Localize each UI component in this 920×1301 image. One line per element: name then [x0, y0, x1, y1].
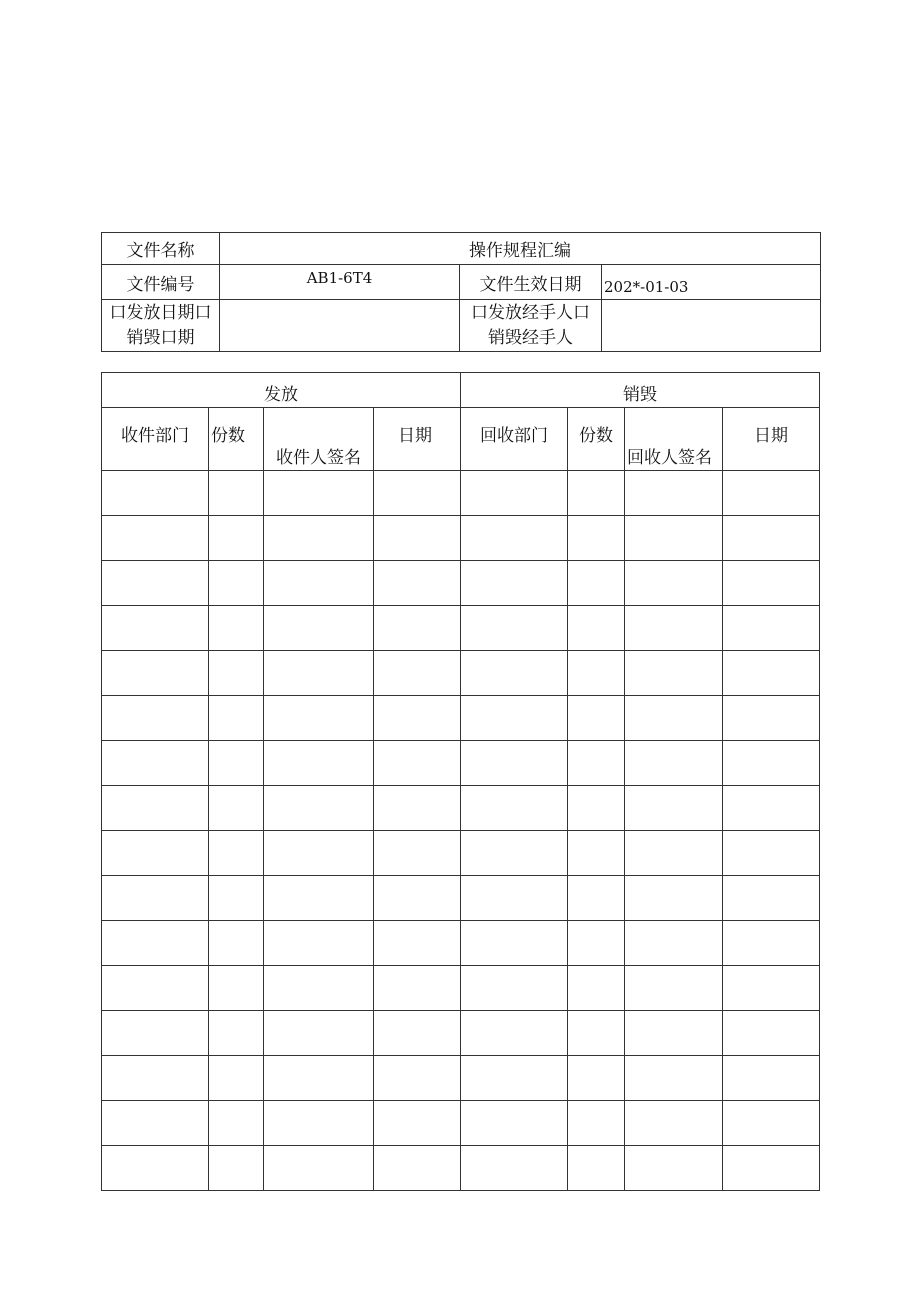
- record-cell[interactable]: [625, 606, 723, 651]
- record-cell[interactable]: [102, 1056, 209, 1101]
- record-cell[interactable]: [264, 1011, 374, 1056]
- issue-destroy-date-value[interactable]: [220, 300, 460, 352]
- record-row: [102, 471, 820, 516]
- record-cell[interactable]: [568, 786, 625, 831]
- issue-destroy-date-label-line1: 口发放日期口: [109, 302, 212, 323]
- record-cell[interactable]: [625, 966, 723, 1011]
- record-cell[interactable]: [625, 831, 723, 876]
- record-cell[interactable]: [374, 1011, 461, 1056]
- destroy-date-header: 日期: [723, 408, 820, 471]
- record-cell[interactable]: [461, 606, 568, 651]
- record-cell[interactable]: [568, 471, 625, 516]
- record-cell[interactable]: [723, 966, 820, 1011]
- record-cell[interactable]: [461, 831, 568, 876]
- destroy-copies-header: 份数: [568, 408, 625, 471]
- record-cell[interactable]: [461, 786, 568, 831]
- record-cell[interactable]: [461, 966, 568, 1011]
- record-cell[interactable]: [625, 471, 723, 516]
- record-cell[interactable]: [625, 921, 723, 966]
- record-row: [102, 1056, 820, 1101]
- record-cell[interactable]: [102, 966, 209, 1011]
- blank-rows: [102, 471, 820, 1191]
- file-name-label: 文件名称: [102, 233, 220, 265]
- record-cell[interactable]: [625, 696, 723, 741]
- record-cell[interactable]: [568, 741, 625, 786]
- record-cell[interactable]: [568, 651, 625, 696]
- effective-date-value: 202*-01-03: [602, 265, 821, 300]
- record-cell[interactable]: [625, 876, 723, 921]
- file-number-row: [102, 265, 821, 300]
- issue-section-title: 发放: [102, 373, 461, 408]
- record-cell[interactable]: [209, 1011, 264, 1056]
- record-cell[interactable]: [264, 966, 374, 1011]
- record-cell[interactable]: [102, 1146, 209, 1191]
- record-cell[interactable]: [209, 966, 264, 1011]
- record-cell[interactable]: [264, 876, 374, 921]
- record-cell[interactable]: [625, 1011, 723, 1056]
- record-cell[interactable]: [625, 1146, 723, 1191]
- record-cell[interactable]: [102, 561, 209, 606]
- record-cell[interactable]: [625, 561, 723, 606]
- record-cell[interactable]: [723, 831, 820, 876]
- record-cell[interactable]: [568, 516, 625, 561]
- record-row: [102, 1101, 820, 1146]
- record-cell[interactable]: [374, 876, 461, 921]
- record-cell[interactable]: [723, 1011, 820, 1056]
- record-row: [102, 696, 820, 741]
- file-name-value: 操作规程汇编: [220, 233, 821, 265]
- record-cell[interactable]: [209, 921, 264, 966]
- record-cell[interactable]: [209, 876, 264, 921]
- record-cell[interactable]: [102, 921, 209, 966]
- record-cell[interactable]: [723, 606, 820, 651]
- record-cell[interactable]: [374, 921, 461, 966]
- record-cell[interactable]: [568, 1011, 625, 1056]
- issue-destroy-date-label-line2: 销毁口期: [126, 327, 195, 348]
- record-cell[interactable]: [723, 516, 820, 561]
- issuer-destroyer-label-line1: 口发放经手人口: [471, 302, 590, 323]
- record-row: [102, 876, 820, 921]
- record-cell[interactable]: [209, 651, 264, 696]
- record-cell[interactable]: [723, 471, 820, 516]
- record-cell[interactable]: [209, 561, 264, 606]
- record-cell[interactable]: [461, 651, 568, 696]
- record-cell[interactable]: [374, 831, 461, 876]
- record-row: [102, 651, 820, 696]
- record-cell[interactable]: [264, 741, 374, 786]
- record-cell[interactable]: [568, 1056, 625, 1101]
- record-cell[interactable]: [374, 1056, 461, 1101]
- issue-date-header: 日期: [374, 408, 461, 471]
- record-cell[interactable]: [374, 741, 461, 786]
- record-cell[interactable]: [209, 1056, 264, 1101]
- record-cell[interactable]: [374, 1101, 461, 1146]
- record-cell[interactable]: [625, 786, 723, 831]
- issue-copies-header: 份数: [209, 408, 264, 471]
- record-cell[interactable]: [264, 606, 374, 651]
- record-cell[interactable]: [102, 651, 209, 696]
- record-row: [102, 1011, 820, 1056]
- record-cell[interactable]: [102, 1011, 209, 1056]
- record-cell[interactable]: [461, 516, 568, 561]
- record-cell[interactable]: [568, 696, 625, 741]
- record-cell[interactable]: [209, 741, 264, 786]
- record-cell[interactable]: [461, 876, 568, 921]
- record-cell[interactable]: [209, 606, 264, 651]
- record-cell[interactable]: [461, 1056, 568, 1101]
- record-cell[interactable]: [625, 1101, 723, 1146]
- effective-date-label: 文件生效日期: [460, 265, 602, 300]
- section-header-row: [102, 373, 820, 408]
- record-cell[interactable]: [264, 921, 374, 966]
- distribution-table: [101, 372, 820, 1191]
- record-row: [102, 606, 820, 651]
- record-cell[interactable]: [264, 831, 374, 876]
- record-cell[interactable]: [374, 696, 461, 741]
- destroy-signature-header: 回收人签名: [625, 408, 723, 471]
- record-cell[interactable]: [461, 1101, 568, 1146]
- record-cell[interactable]: [264, 516, 374, 561]
- record-cell[interactable]: [102, 471, 209, 516]
- record-cell[interactable]: [568, 561, 625, 606]
- record-cell[interactable]: [264, 696, 374, 741]
- record-cell[interactable]: [723, 1146, 820, 1191]
- record-cell[interactable]: [568, 1146, 625, 1191]
- record-row: [102, 921, 820, 966]
- record-cell[interactable]: [102, 1101, 209, 1146]
- record-cell[interactable]: [374, 966, 461, 1011]
- record-cell[interactable]: [102, 516, 209, 561]
- record-cell[interactable]: [102, 786, 209, 831]
- record-cell[interactable]: [625, 741, 723, 786]
- record-cell[interactable]: [461, 471, 568, 516]
- record-cell[interactable]: [568, 966, 625, 1011]
- record-cell[interactable]: [723, 696, 820, 741]
- record-cell[interactable]: [264, 651, 374, 696]
- record-row: [102, 786, 820, 831]
- record-row: [102, 831, 820, 876]
- record-cell[interactable]: [209, 696, 264, 741]
- record-cell[interactable]: [461, 696, 568, 741]
- record-cell[interactable]: [723, 1101, 820, 1146]
- issuer-destroyer-label-line2: 销毁经手人: [488, 327, 573, 348]
- record-cell[interactable]: [568, 876, 625, 921]
- record-cell[interactable]: [723, 876, 820, 921]
- record-cell[interactable]: [209, 1146, 264, 1191]
- document-info-table: [101, 232, 821, 352]
- record-cell[interactable]: [374, 651, 461, 696]
- record-cell[interactable]: [264, 1101, 374, 1146]
- issue-destroy-row: [102, 300, 821, 352]
- record-cell[interactable]: [374, 471, 461, 516]
- record-cell[interactable]: [209, 786, 264, 831]
- record-cell[interactable]: [625, 651, 723, 696]
- issue-dept-header: 收件部门: [102, 408, 209, 471]
- record-cell[interactable]: [102, 741, 209, 786]
- record-cell[interactable]: [264, 471, 374, 516]
- record-cell[interactable]: [209, 516, 264, 561]
- file-number-label: 文件编号: [102, 265, 220, 300]
- record-cell[interactable]: [102, 876, 209, 921]
- record-cell[interactable]: [723, 651, 820, 696]
- issue-destroy-date-label: [102, 300, 220, 352]
- record-cell[interactable]: [461, 561, 568, 606]
- record-cell[interactable]: [723, 1056, 820, 1101]
- record-cell[interactable]: [264, 786, 374, 831]
- record-cell[interactable]: [723, 921, 820, 966]
- record-cell[interactable]: [264, 1146, 374, 1191]
- record-cell[interactable]: [264, 1056, 374, 1101]
- record-cell[interactable]: [461, 741, 568, 786]
- record-cell[interactable]: [568, 1101, 625, 1146]
- record-cell[interactable]: [461, 921, 568, 966]
- record-cell[interactable]: [102, 606, 209, 651]
- record-cell[interactable]: [264, 561, 374, 606]
- record-cell[interactable]: [374, 606, 461, 651]
- issue-signature-header: 收件人签名: [264, 408, 374, 471]
- record-cell[interactable]: [625, 1056, 723, 1101]
- record-cell[interactable]: [209, 831, 264, 876]
- record-cell[interactable]: [374, 561, 461, 606]
- record-cell[interactable]: [723, 786, 820, 831]
- file-name-row: [102, 233, 821, 265]
- destroy-section-title: 销毁: [461, 373, 820, 408]
- record-row: [102, 741, 820, 786]
- record-cell[interactable]: [568, 831, 625, 876]
- record-cell[interactable]: [461, 1011, 568, 1056]
- file-number-value: AB1-6T4: [220, 265, 460, 300]
- record-cell[interactable]: [568, 921, 625, 966]
- record-cell[interactable]: [374, 1146, 461, 1191]
- record-cell[interactable]: [625, 516, 723, 561]
- record-row: [102, 561, 820, 606]
- record-cell[interactable]: [723, 561, 820, 606]
- record-cell[interactable]: [568, 606, 625, 651]
- record-cell[interactable]: [374, 786, 461, 831]
- record-row: [102, 966, 820, 1011]
- record-cell[interactable]: [723, 741, 820, 786]
- column-header-row: [102, 408, 820, 471]
- destroy-dept-header: 回收部门: [461, 408, 568, 471]
- record-cell[interactable]: [209, 471, 264, 516]
- record-cell[interactable]: [461, 1146, 568, 1191]
- record-row: [102, 1146, 820, 1191]
- issuer-destroyer-label: [460, 300, 602, 352]
- issuer-destroyer-value[interactable]: [602, 300, 821, 352]
- record-cell[interactable]: [102, 696, 209, 741]
- record-cell[interactable]: [374, 516, 461, 561]
- record-row: [102, 516, 820, 561]
- record-cell[interactable]: [102, 831, 209, 876]
- record-cell[interactable]: [209, 1101, 264, 1146]
